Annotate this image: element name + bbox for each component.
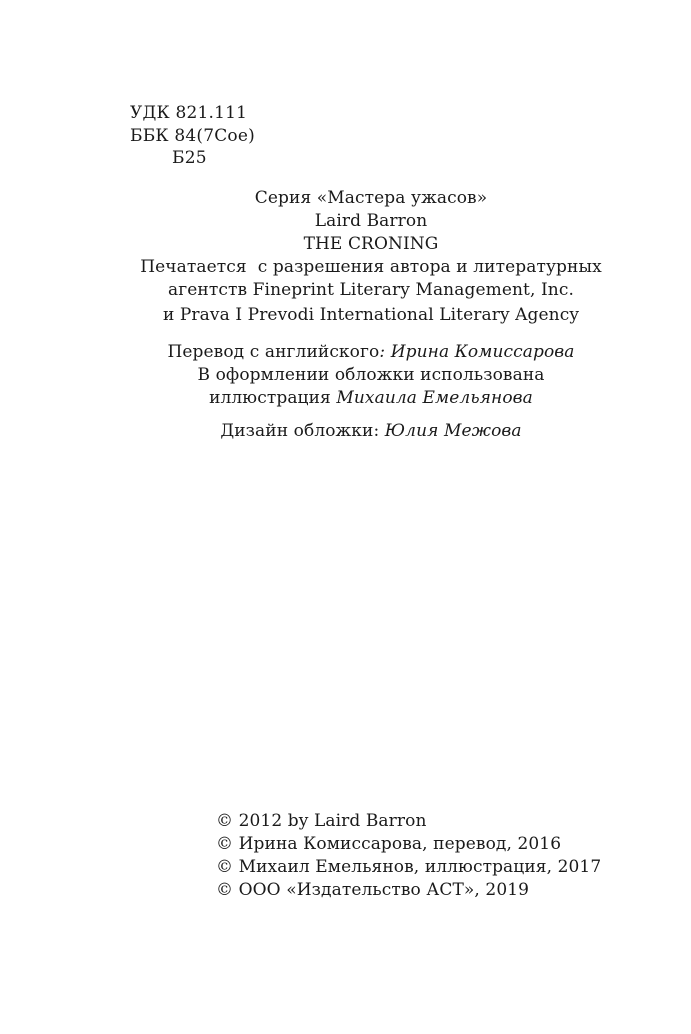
cover-label: иллюстрация	[209, 388, 337, 408]
translation-label: Перевод с английского	[167, 342, 380, 362]
permission-line-3: и Prava I Prevodi International Literary Agency	[162, 305, 580, 325]
bbk-code: ББК 84(7Сое)	[130, 125, 255, 146]
copyright-block	[216, 810, 601, 902]
copyright-line: © Михаил Емельянов, иллюстрация, 2017	[216, 857, 602, 877]
udk-code: УДК 821.111	[130, 103, 248, 123]
classification-block	[130, 102, 255, 170]
copyright-line: © Ирина Комиссарова, перевод, 2016	[216, 834, 562, 854]
design-credit	[0, 420, 691, 443]
author-sign: Б25	[172, 148, 207, 168]
series-title: Серия «Мастера ужасов»	[254, 188, 488, 208]
copyright-line: © 2012 by Laird Barron	[216, 811, 427, 831]
translation-credits	[0, 341, 691, 410]
translation-credit	[0, 341, 691, 364]
cover-credit-line-1: В оформлении обложки использована	[197, 365, 545, 385]
cover-credit-line-2	[0, 387, 691, 410]
permission-line-2: агентств Fineprint Literary Management, Inc.	[168, 280, 574, 300]
translation-separator: :	[379, 342, 391, 362]
copyright-line: © ООО «Издательство АСТ», 2019	[216, 880, 530, 900]
design-label: Дизайн обложки:	[220, 421, 385, 441]
illustrator-name: Михаила Емельянова	[336, 388, 533, 408]
translator-name: Ирина Комиссарова	[390, 342, 575, 362]
design-credits	[0, 420, 691, 443]
publication-info	[0, 187, 691, 327]
original-author: Laird Barron	[314, 211, 428, 231]
original-title: THE CRONING	[303, 234, 439, 254]
designer-name: Юлия Межова	[384, 421, 522, 441]
permission-line-1: Печатается с разрешения автора и литературных	[140, 257, 602, 277]
